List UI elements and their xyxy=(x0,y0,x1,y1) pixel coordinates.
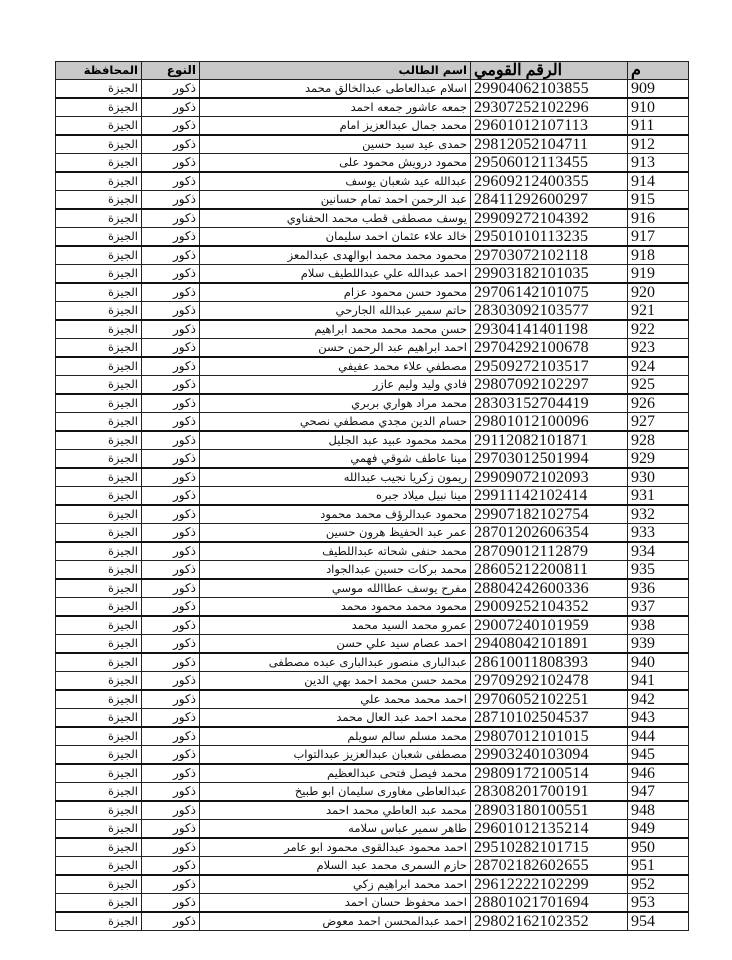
gender-cell: ذكور xyxy=(142,265,200,284)
governorate-cell: الجيزة xyxy=(56,283,142,302)
table-row xyxy=(56,653,689,672)
national-id-cell: 29601012107113 xyxy=(471,117,628,136)
row-num: 912 xyxy=(628,135,689,154)
gender-cell: ذكور xyxy=(142,209,200,228)
header-gender: النوع xyxy=(142,62,200,80)
student-name-cell: مينا عاطف شوقي فهمي xyxy=(200,450,471,469)
national-id-cell: 29802162102352 xyxy=(471,912,628,931)
gender-cell: ذكور xyxy=(142,616,200,635)
student-name-cell: محمد جمال عبدالعزيز امام xyxy=(200,117,471,136)
gender-cell: ذكور xyxy=(142,376,200,395)
table-row xyxy=(56,727,689,746)
national-id-cell: 29807012101015 xyxy=(471,727,628,746)
student-name-cell: محمد بركات حسين عبدالجواد xyxy=(200,561,471,580)
national-id-cell: 28610011808393 xyxy=(471,653,628,672)
national-id-cell: 28701202606354 xyxy=(471,524,628,543)
gender-cell: ذكور xyxy=(142,357,200,376)
gender-cell: ذكور xyxy=(142,154,200,173)
governorate-cell: الجيزة xyxy=(56,783,142,802)
table-row xyxy=(56,228,689,247)
gender-cell: ذكور xyxy=(142,838,200,857)
table-row xyxy=(56,783,689,802)
table-row xyxy=(56,357,689,376)
row-num: 932 xyxy=(628,505,689,524)
table-row xyxy=(56,875,689,894)
gender-cell: ذكور xyxy=(142,283,200,302)
table-row xyxy=(56,413,689,432)
student-name-cell: محمد فيصل فتحى عبدالعظيم xyxy=(200,764,471,783)
row-num: 939 xyxy=(628,635,689,654)
table-row xyxy=(56,505,689,524)
row-num: 915 xyxy=(628,191,689,210)
student-name-cell: محمد حسن محمد احمد بهي الدين xyxy=(200,672,471,691)
governorate-cell: الجيزة xyxy=(56,394,142,413)
national-id-cell: 29801012100096 xyxy=(471,413,628,432)
table-row xyxy=(56,801,689,820)
governorate-cell: الجيزة xyxy=(56,228,142,247)
row-num: 909 xyxy=(628,80,689,99)
gender-cell: ذكور xyxy=(142,875,200,894)
header-student-name: اسم الطالب xyxy=(200,62,471,80)
gender-cell: ذكور xyxy=(142,339,200,358)
national-id-cell: 29904062103855 xyxy=(471,80,628,99)
governorate-cell: الجيزة xyxy=(56,616,142,635)
student-name-cell: احمد محمد محمد علي xyxy=(200,690,471,709)
table-row xyxy=(56,672,689,691)
governorate-cell: الجيزة xyxy=(56,579,142,598)
national-id-cell: 29907182102754 xyxy=(471,505,628,524)
table-row xyxy=(56,561,689,580)
national-id-cell: 29007240101959 xyxy=(471,616,628,635)
student-name-cell: عبدالبارى منصور عبدالبارى عبده مصطفى xyxy=(200,653,471,672)
governorate-cell: الجيزة xyxy=(56,672,142,691)
gender-cell: ذكور xyxy=(142,302,200,321)
student-name-cell: محمود درويش محمود على xyxy=(200,154,471,173)
gender-cell: ذكور xyxy=(142,468,200,487)
governorate-cell: الجيزة xyxy=(56,505,142,524)
governorate-cell: الجيزة xyxy=(56,635,142,654)
student-name-cell: محمود عبدالرؤف محمد محمود xyxy=(200,505,471,524)
governorate-cell: الجيزة xyxy=(56,154,142,173)
row-num: 947 xyxy=(628,783,689,802)
student-name-cell: احمد محفوظ حسان احمد xyxy=(200,894,471,913)
gender-cell: ذكور xyxy=(142,524,200,543)
student-name-cell: مصطفى شعبان عبدالعزيز عبدالتواب xyxy=(200,746,471,765)
national-id-cell: 29112082101871 xyxy=(471,431,628,450)
row-num: 953 xyxy=(628,894,689,913)
gender-cell: ذكور xyxy=(142,413,200,432)
table-row xyxy=(56,450,689,469)
national-id-cell: 28801021701694 xyxy=(471,894,628,913)
table-row xyxy=(56,709,689,728)
governorate-cell: الجيزة xyxy=(56,690,142,709)
student-name-cell: عبدالله عيد شعبان يوسف xyxy=(200,172,471,191)
table-row xyxy=(56,746,689,765)
student-name-cell: ريمون زكريا نجيب عبدالله xyxy=(200,468,471,487)
governorate-cell: الجيزة xyxy=(56,320,142,339)
national-id-cell: 28710102504537 xyxy=(471,709,628,728)
governorate-cell: الجيزة xyxy=(56,709,142,728)
student-name-cell: مينا نبيل ميلاد جبره xyxy=(200,487,471,506)
gender-cell: ذكور xyxy=(142,579,200,598)
student-list-sheet xyxy=(55,61,689,931)
national-id-cell: 28903180100551 xyxy=(471,801,628,820)
national-id-cell: 29612222102299 xyxy=(471,875,628,894)
row-num: 910 xyxy=(628,98,689,117)
governorate-cell: الجيزة xyxy=(56,265,142,284)
national-id-cell: 29809172100514 xyxy=(471,764,628,783)
national-id-cell: 28804242600336 xyxy=(471,579,628,598)
gender-cell: ذكور xyxy=(142,191,200,210)
row-num: 934 xyxy=(628,542,689,561)
national-id-cell: 28303152704419 xyxy=(471,394,628,413)
table-row xyxy=(56,135,689,154)
national-id-cell: 28605212200811 xyxy=(471,561,628,580)
national-id-cell: 29911142102414 xyxy=(471,487,628,506)
national-id-cell: 29509272103517 xyxy=(471,357,628,376)
header-national-id: الرقم القومي xyxy=(471,62,628,80)
row-num: 952 xyxy=(628,875,689,894)
student-name-cell: احمد عصام سيد علي حسن xyxy=(200,635,471,654)
row-num: 936 xyxy=(628,579,689,598)
table-row xyxy=(56,635,689,654)
row-num: 928 xyxy=(628,431,689,450)
student-name-cell: اسلام عبدالعاطى عبدالخالق محمد xyxy=(200,80,471,99)
row-num: 942 xyxy=(628,690,689,709)
student-name-cell: حاتم سمير عبدالله الجارحي xyxy=(200,302,471,321)
row-num: 948 xyxy=(628,801,689,820)
gender-cell: ذكور xyxy=(142,246,200,265)
table-row xyxy=(56,487,689,506)
national-id-cell: 29903240103094 xyxy=(471,746,628,765)
table-header-row xyxy=(56,62,689,80)
gender-cell: ذكور xyxy=(142,709,200,728)
row-num: 954 xyxy=(628,912,689,931)
governorate-cell: الجيزة xyxy=(56,135,142,154)
table-row xyxy=(56,283,689,302)
governorate-cell: الجيزة xyxy=(56,801,142,820)
national-id-cell: 29703012501994 xyxy=(471,450,628,469)
row-num: 922 xyxy=(628,320,689,339)
gender-cell: ذكور xyxy=(142,598,200,617)
table-row xyxy=(56,320,689,339)
governorate-cell: الجيزة xyxy=(56,820,142,839)
table-row xyxy=(56,339,689,358)
national-id-cell: 28411292600297 xyxy=(471,191,628,210)
national-id-cell: 29704292100678 xyxy=(471,339,628,358)
national-id-cell: 29703072102118 xyxy=(471,246,628,265)
student-name-cell: مصطفي علاء محمد عفيفي xyxy=(200,357,471,376)
table-row xyxy=(56,117,689,136)
table-row xyxy=(56,598,689,617)
row-num: 931 xyxy=(628,487,689,506)
table-row xyxy=(56,912,689,931)
student-name-cell: عمرو محمد السيد محمد xyxy=(200,616,471,635)
national-id-cell: 29609212400355 xyxy=(471,172,628,191)
table-row xyxy=(56,838,689,857)
table-row xyxy=(56,579,689,598)
student-name-cell: محمود محمد محمود محمد xyxy=(200,598,471,617)
table-row xyxy=(56,542,689,561)
row-num: 938 xyxy=(628,616,689,635)
table-row xyxy=(56,191,689,210)
gender-cell: ذكور xyxy=(142,857,200,876)
student-name-cell: مفرح يوسف عطاالله موسي xyxy=(200,579,471,598)
student-name-cell: يوسف مصطفى قطب محمد الحفناوي xyxy=(200,209,471,228)
governorate-cell: الجيزة xyxy=(56,727,142,746)
row-num: 917 xyxy=(628,228,689,247)
governorate-cell: الجيزة xyxy=(56,431,142,450)
national-id-cell: 29903182101035 xyxy=(471,265,628,284)
governorate-cell: الجيزة xyxy=(56,117,142,136)
governorate-cell: الجيزة xyxy=(56,246,142,265)
row-num: 920 xyxy=(628,283,689,302)
row-num: 941 xyxy=(628,672,689,691)
table-row xyxy=(56,265,689,284)
student-name-cell: عبد الرحمن احمد تمام حسانين xyxy=(200,191,471,210)
gender-cell: ذكور xyxy=(142,80,200,99)
national-id-cell: 29009252104352 xyxy=(471,598,628,617)
row-num: 937 xyxy=(628,598,689,617)
gender-cell: ذكور xyxy=(142,542,200,561)
row-num: 916 xyxy=(628,209,689,228)
governorate-cell: الجيزة xyxy=(56,561,142,580)
national-id-cell: 29506012113455 xyxy=(471,154,628,173)
national-id-cell: 29601012135214 xyxy=(471,820,628,839)
gender-cell: ذكور xyxy=(142,912,200,931)
gender-cell: ذكور xyxy=(142,801,200,820)
row-num: 951 xyxy=(628,857,689,876)
gender-cell: ذكور xyxy=(142,431,200,450)
national-id-cell: 29510282101715 xyxy=(471,838,628,857)
governorate-cell: الجيزة xyxy=(56,339,142,358)
row-num: 923 xyxy=(628,339,689,358)
national-id-cell: 29706052102251 xyxy=(471,690,628,709)
student-name-cell: خالد علاء عثمان احمد سليمان xyxy=(200,228,471,247)
row-num: 944 xyxy=(628,727,689,746)
row-num: 925 xyxy=(628,376,689,395)
header-num: م xyxy=(628,62,689,80)
governorate-cell: الجيزة xyxy=(56,542,142,561)
row-num: 943 xyxy=(628,709,689,728)
governorate-cell: الجيزة xyxy=(56,653,142,672)
table-row xyxy=(56,302,689,321)
governorate-cell: الجيزة xyxy=(56,376,142,395)
students-table xyxy=(55,61,689,931)
national-id-cell: 28303092103577 xyxy=(471,302,628,321)
governorate-cell: الجيزة xyxy=(56,857,142,876)
gender-cell: ذكور xyxy=(142,727,200,746)
student-name-cell: فادي وليد وليم عازر xyxy=(200,376,471,395)
student-name-cell: محمد حنفى شحاته عبداللطيف xyxy=(200,542,471,561)
table-row xyxy=(56,154,689,173)
governorate-cell: الجيزة xyxy=(56,838,142,857)
table-row xyxy=(56,764,689,783)
row-num: 918 xyxy=(628,246,689,265)
student-name-cell: محمد محمود عبيد عبد الجليل xyxy=(200,431,471,450)
table-row xyxy=(56,98,689,117)
gender-cell: ذكور xyxy=(142,820,200,839)
governorate-cell: الجيزة xyxy=(56,598,142,617)
national-id-cell: 29709292102478 xyxy=(471,672,628,691)
row-num: 929 xyxy=(628,450,689,469)
table-row xyxy=(56,690,689,709)
gender-cell: ذكور xyxy=(142,98,200,117)
gender-cell: ذكور xyxy=(142,635,200,654)
student-name-cell: احمد محمود عبدالقوى محمود ابو عامر xyxy=(200,838,471,857)
gender-cell: ذكور xyxy=(142,764,200,783)
governorate-cell: الجيزة xyxy=(56,98,142,117)
table-row xyxy=(56,172,689,191)
row-num: 940 xyxy=(628,653,689,672)
table-row xyxy=(56,209,689,228)
student-name-cell: عبدالعاطى مغاورى سليمان ابو طبيخ xyxy=(200,783,471,802)
student-name-cell: حمدى عيد سيد حسين xyxy=(200,135,471,154)
student-name-cell: احمد محمد ابراهيم زكي xyxy=(200,875,471,894)
gender-cell: ذكور xyxy=(142,228,200,247)
gender-cell: ذكور xyxy=(142,117,200,136)
governorate-cell: الجيزة xyxy=(56,764,142,783)
national-id-cell: 28308201700191 xyxy=(471,783,628,802)
governorate-cell: الجيزة xyxy=(56,524,142,543)
student-name-cell: محمود حسن محمود عزام xyxy=(200,283,471,302)
student-name-cell: طاهر سمير عباس سلامه xyxy=(200,820,471,839)
row-num: 911 xyxy=(628,117,689,136)
national-id-cell: 29706142101075 xyxy=(471,283,628,302)
governorate-cell: الجيزة xyxy=(56,302,142,321)
gender-cell: ذكور xyxy=(142,135,200,154)
national-id-cell: 29304141401198 xyxy=(471,320,628,339)
gender-cell: ذكور xyxy=(142,450,200,469)
gender-cell: ذكور xyxy=(142,690,200,709)
national-id-cell: 29408042101891 xyxy=(471,635,628,654)
table-row xyxy=(56,524,689,543)
student-name-cell: احمد عبدالله علي عبداللطيف سلام xyxy=(200,265,471,284)
governorate-cell: الجيزة xyxy=(56,357,142,376)
row-num: 921 xyxy=(628,302,689,321)
table-row xyxy=(56,468,689,487)
governorate-cell: الجيزة xyxy=(56,450,142,469)
row-num: 950 xyxy=(628,838,689,857)
row-num: 945 xyxy=(628,746,689,765)
table-row xyxy=(56,894,689,913)
row-num: 949 xyxy=(628,820,689,839)
student-name-cell: حسام الدين مجدي مصطفي نصحي xyxy=(200,413,471,432)
student-name-cell: احمد ابراهيم عبد الرحمن حسن xyxy=(200,339,471,358)
governorate-cell: الجيزة xyxy=(56,875,142,894)
governorate-cell: الجيزة xyxy=(56,80,142,99)
row-num: 926 xyxy=(628,394,689,413)
national-id-cell: 29807092102297 xyxy=(471,376,628,395)
national-id-cell: 28702182602655 xyxy=(471,857,628,876)
student-name-cell: جمعه عاشور جمعه احمد xyxy=(200,98,471,117)
row-num: 919 xyxy=(628,265,689,284)
governorate-cell: الجيزة xyxy=(56,209,142,228)
table-row xyxy=(56,376,689,395)
gender-cell: ذكور xyxy=(142,746,200,765)
gender-cell: ذكور xyxy=(142,487,200,506)
table-row xyxy=(56,857,689,876)
governorate-cell: الجيزة xyxy=(56,487,142,506)
student-name-cell: محمود محمد محمد ابوالهدى عبدالمعز xyxy=(200,246,471,265)
student-name-cell: محمد احمد عبد العال محمد xyxy=(200,709,471,728)
gender-cell: ذكور xyxy=(142,653,200,672)
row-num: 933 xyxy=(628,524,689,543)
gender-cell: ذكور xyxy=(142,505,200,524)
governorate-cell: الجيزة xyxy=(56,746,142,765)
student-name-cell: محمد مراد هواري بربري xyxy=(200,394,471,413)
student-name-cell: حسن محمد محمد محمد ابراهيم xyxy=(200,320,471,339)
student-name-cell: محمد مسلم سالم سويلم xyxy=(200,727,471,746)
row-num: 946 xyxy=(628,764,689,783)
governorate-cell: الجيزة xyxy=(56,413,142,432)
student-name-cell: حازم السمرى محمد عبد السلام xyxy=(200,857,471,876)
table-row xyxy=(56,431,689,450)
row-num: 924 xyxy=(628,357,689,376)
gender-cell: ذكور xyxy=(142,172,200,191)
governorate-cell: الجيزة xyxy=(56,172,142,191)
gender-cell: ذكور xyxy=(142,783,200,802)
row-num: 930 xyxy=(628,468,689,487)
student-name-cell: احمد عبدالمحسن احمد معوض xyxy=(200,912,471,931)
table-row xyxy=(56,246,689,265)
student-name-cell: عمر عبد الحفيظ هرون حسين xyxy=(200,524,471,543)
national-id-cell: 29909272104392 xyxy=(471,209,628,228)
student-name-cell: محمد عبد العاطي محمد احمد xyxy=(200,801,471,820)
row-num: 935 xyxy=(628,561,689,580)
national-id-cell: 29909072102093 xyxy=(471,468,628,487)
table-row xyxy=(56,80,689,99)
gender-cell: ذكور xyxy=(142,394,200,413)
gender-cell: ذكور xyxy=(142,672,200,691)
row-num: 914 xyxy=(628,172,689,191)
table-row xyxy=(56,394,689,413)
row-num: 913 xyxy=(628,154,689,173)
table-row xyxy=(56,616,689,635)
national-id-cell: 29501010113235 xyxy=(471,228,628,247)
row-num: 927 xyxy=(628,413,689,432)
governorate-cell: الجيزة xyxy=(56,468,142,487)
governorate-cell: الجيزة xyxy=(56,191,142,210)
gender-cell: ذكور xyxy=(142,894,200,913)
header-governorate: المحافظة xyxy=(56,62,142,80)
table-row xyxy=(56,820,689,839)
governorate-cell: الجيزة xyxy=(56,894,142,913)
national-id-cell: 29812052104711 xyxy=(471,135,628,154)
national-id-cell: 28709012112879 xyxy=(471,542,628,561)
gender-cell: ذكور xyxy=(142,320,200,339)
gender-cell: ذكور xyxy=(142,561,200,580)
governorate-cell: الجيزة xyxy=(56,912,142,931)
national-id-cell: 29307252102296 xyxy=(471,98,628,117)
table-body xyxy=(56,80,689,931)
